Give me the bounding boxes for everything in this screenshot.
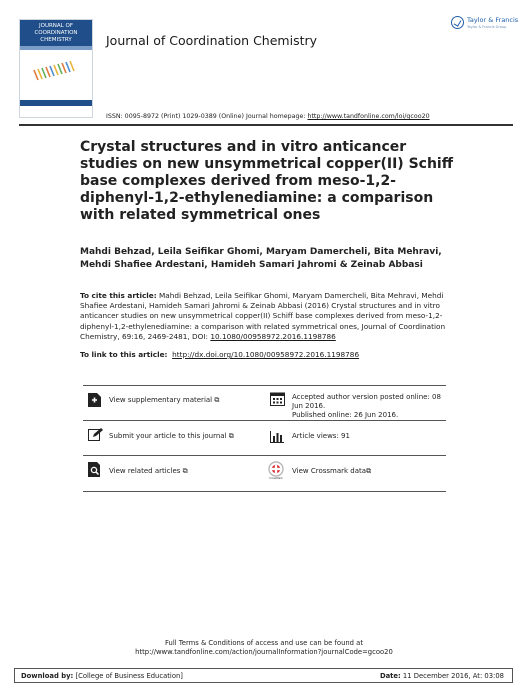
crossmark-label: View Crossmark data [292,467,367,475]
submit-article-link[interactable] [109,432,234,441]
related-label: View related articles [109,467,181,475]
download-date-label: Date: [379,672,401,680]
authors-line-2: Mehdi Shafiee Ardestani, Hamideh Samari Jahromi & Zeinab Abbasi [80,260,423,270]
download-date-value: 11 December 2016, At: 03:08 [402,672,504,680]
citation-text: Mahdi Behzad, Leila Seifikar Ghomi, Maryam Damercheli, Bita Mehravi, Mehdi Shafiee Ardestani, Hamideh Samari Jahromi & Zeinab Abbasi (2016) Crystal structures and in vitro anticancer studies on new unsymmetrical copper(II) Schiff base complexes derived from meso-1,2-diphenyl-1,2-ethylenediamine: a comparison with related symmetrical ones, Journal of Coordination Chemistry, 69:16, 2469-2481, DOI: [80,291,446,341]
related-articles-link[interactable] [109,467,188,476]
external-link-icon: ⧉ [214,396,220,404]
author-list [80,246,460,272]
downloaded-by-value: [College of Business Education] [75,672,183,680]
actions-rule-1 [83,420,446,421]
authors-line-1: Mahdi Behzad, Leila Seifikar Ghomi, Maryam Damercheli, Bita Mehravi, [80,247,442,257]
edit-icon [88,426,103,445]
crossmark-badge-text: CrossMark [269,477,283,480]
publisher-subname: Taylor & Francis Group [467,25,507,29]
journal-homepage-link[interactable]: http://www.tandfonline.com/loi/gcoo20 [307,113,430,120]
crossmark-link[interactable] [292,467,371,476]
published-date: Published online: 26 Jun 2016. [292,411,399,419]
downloaded-by [21,672,183,680]
article-link-line [80,350,359,359]
link-label: To link to this article: [80,350,168,359]
external-link-icon: ⧉ [366,467,372,475]
submit-label: Submit your article to this journal [109,432,227,440]
citation-block [80,291,455,342]
terms-notice-url[interactable]: http://www.tandfonline.com/action/journalInformation?journalCode=gcoo20 [135,648,393,656]
issn-text: ISSN: 0095-8972 (Print) 1029-0389 (Online) Journal homepage: [106,113,308,120]
terms-notice-line1: Full Terms & Conditions of access and use can be found at [165,639,363,647]
downloaded-by-label: Download by: [21,672,74,680]
actions-rule-2 [83,455,446,456]
calendar-icon [270,391,285,410]
supplementary-icon [88,392,101,411]
external-link-icon: ⧉ [182,467,188,475]
actions-top-rule [83,385,446,386]
cover-title-line2: COORDINATION [34,30,78,36]
article-url-link[interactable]: http://dx.doi.org/10.1080/00958972.2016.1198786 [172,350,360,359]
doi-link[interactable]: 10.1080/00958972.2016.1198786 [210,331,336,341]
actions-bottom-rule [83,491,446,492]
journal-title: Journal of Coordination Chemistry [106,33,318,48]
cover-title-band [20,20,92,46]
crossmark-icon [267,461,285,485]
download-info-bar [14,668,513,683]
journal-cover-thumbnail [19,19,93,118]
citation-label: To cite this article: [80,291,157,300]
download-date [380,672,504,680]
terms-notice [0,639,528,657]
external-link-icon: ⧉ [228,432,234,440]
accepted-date-line1: Accepted author version posted online: 08 [292,393,441,401]
supplementary-label: View supplementary material [109,396,213,404]
cover-artwork [20,50,92,106]
article-views: Article views: 91 [292,432,350,440]
issn-line [106,113,430,120]
cover-title-line1: JOURNAL OF [39,23,73,29]
publication-dates [292,393,441,420]
header-divider [19,124,513,126]
bar-chart-icon [270,428,284,447]
publisher-logo-icon [451,16,464,29]
accepted-date-line2: Jun 2016. [292,402,326,410]
article-title: Crystal structures and in vitro anticancer studies on new unsymmetrical copper(II) Schiff base complexes derived from meso-1,2-diphenyl-1,2-ethylenediamine: a comparison with related symmetrical ones [80,139,454,223]
cover-title-line3: CHEMISTRY [40,37,72,43]
supplementary-link[interactable] [109,396,219,405]
publisher-name: Taylor & Francis [467,16,519,24]
taylor-francis-logo [451,14,517,34]
related-articles-icon [88,462,102,481]
